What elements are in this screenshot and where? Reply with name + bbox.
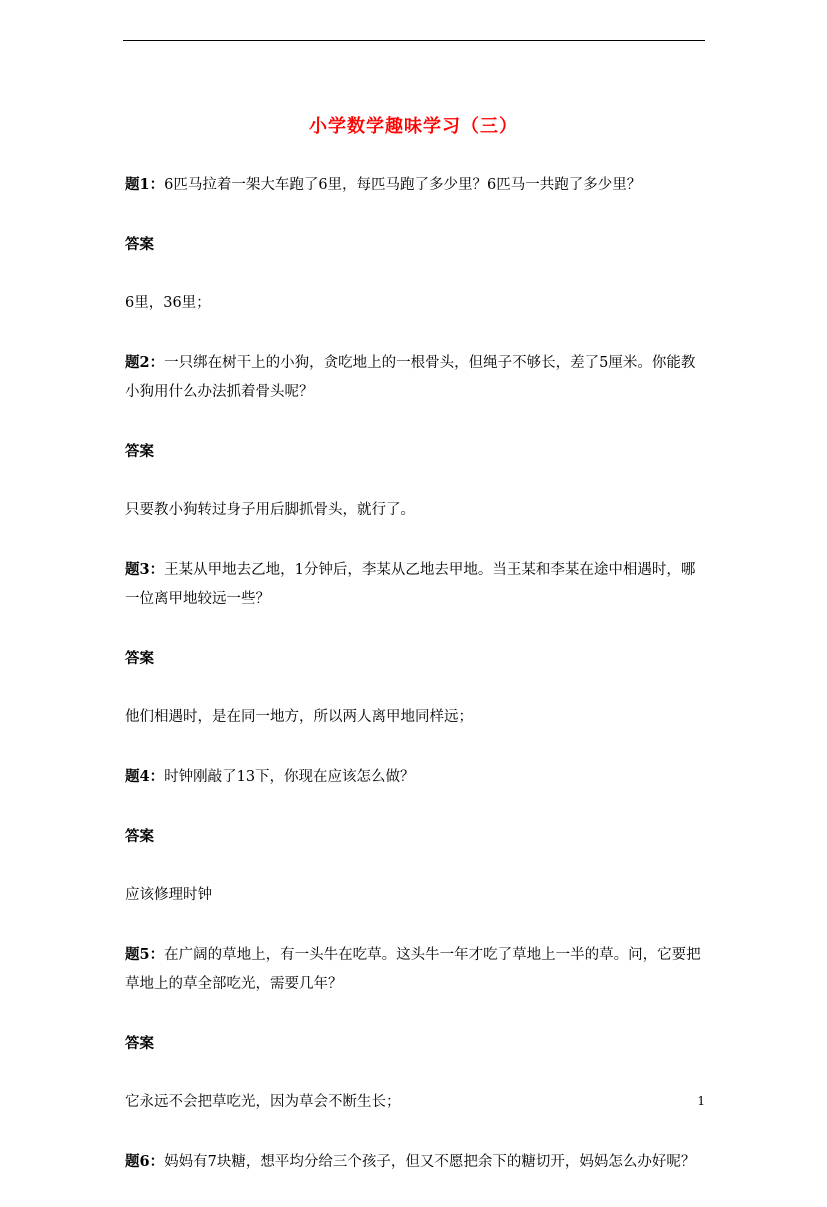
answer-heading: 答案	[125, 443, 154, 460]
header-rule	[123, 40, 705, 41]
answer-heading: 答案	[125, 1035, 154, 1052]
question-label: 题4：	[125, 768, 165, 785]
question-label: 题1：	[125, 176, 165, 193]
question-label: 题2：	[125, 354, 165, 371]
answer-heading: 答案	[125, 828, 154, 845]
document-body	[125, 170, 705, 1207]
question-text: 王某从甲地去乙地，1分钟后，李某从乙地去甲地。当王某和李某在途中相遇时，哪一位离甲地较远一些？	[125, 562, 696, 607]
answer-2: 只要教小狗转过身子用后脚抓骨头，就行了。	[125, 502, 415, 518]
question-2	[125, 348, 705, 407]
answer-heading: 答案	[125, 650, 154, 667]
question-5	[125, 940, 705, 999]
document-title: 小学数学趣味学习（三）	[309, 116, 518, 137]
answer-1: 6里，36里；	[125, 295, 211, 311]
answer-5: 它永远不会把草吃光，因为草会不断生长；	[125, 1094, 401, 1110]
question-text: 妈妈有7块糖，想平均分给三个孩子，但又不愿把余下的糖切开，妈妈怎么办好呢？	[164, 1154, 696, 1170]
question-text: 6匹马拉着一架大车跑了6里，每匹马跑了多少里？6匹马一共跑了多少里？	[164, 177, 642, 193]
question-text: 时钟刚敲了13下，你现在应该怎么做？	[164, 769, 415, 785]
answer-4: 应该修理时钟	[125, 887, 212, 903]
question-text: 在广阔的草地上，有一头牛在吃草。这头牛一年才吃了草地上一半的草。问，它要把草地上的草全部吃光，需要几年？	[125, 947, 701, 992]
question-label: 题6：	[125, 1153, 165, 1170]
question-text: 一只绑在树干上的小狗，贪吃地上的一根骨头，但绳子不够长，差了5厘米。你能教小狗用什么办法抓着骨头呢？	[125, 355, 696, 400]
question-4	[125, 762, 705, 792]
answer-3: 他们相遇时，是在同一地方，所以两人离甲地同样远；	[125, 709, 473, 725]
question-6	[125, 1147, 705, 1177]
question-label: 题3：	[125, 561, 165, 578]
question-label: 题5：	[125, 946, 165, 963]
question-3	[125, 555, 705, 614]
page-number: 1	[697, 1094, 705, 1108]
question-1	[125, 170, 705, 200]
answer-heading: 答案	[125, 236, 154, 253]
